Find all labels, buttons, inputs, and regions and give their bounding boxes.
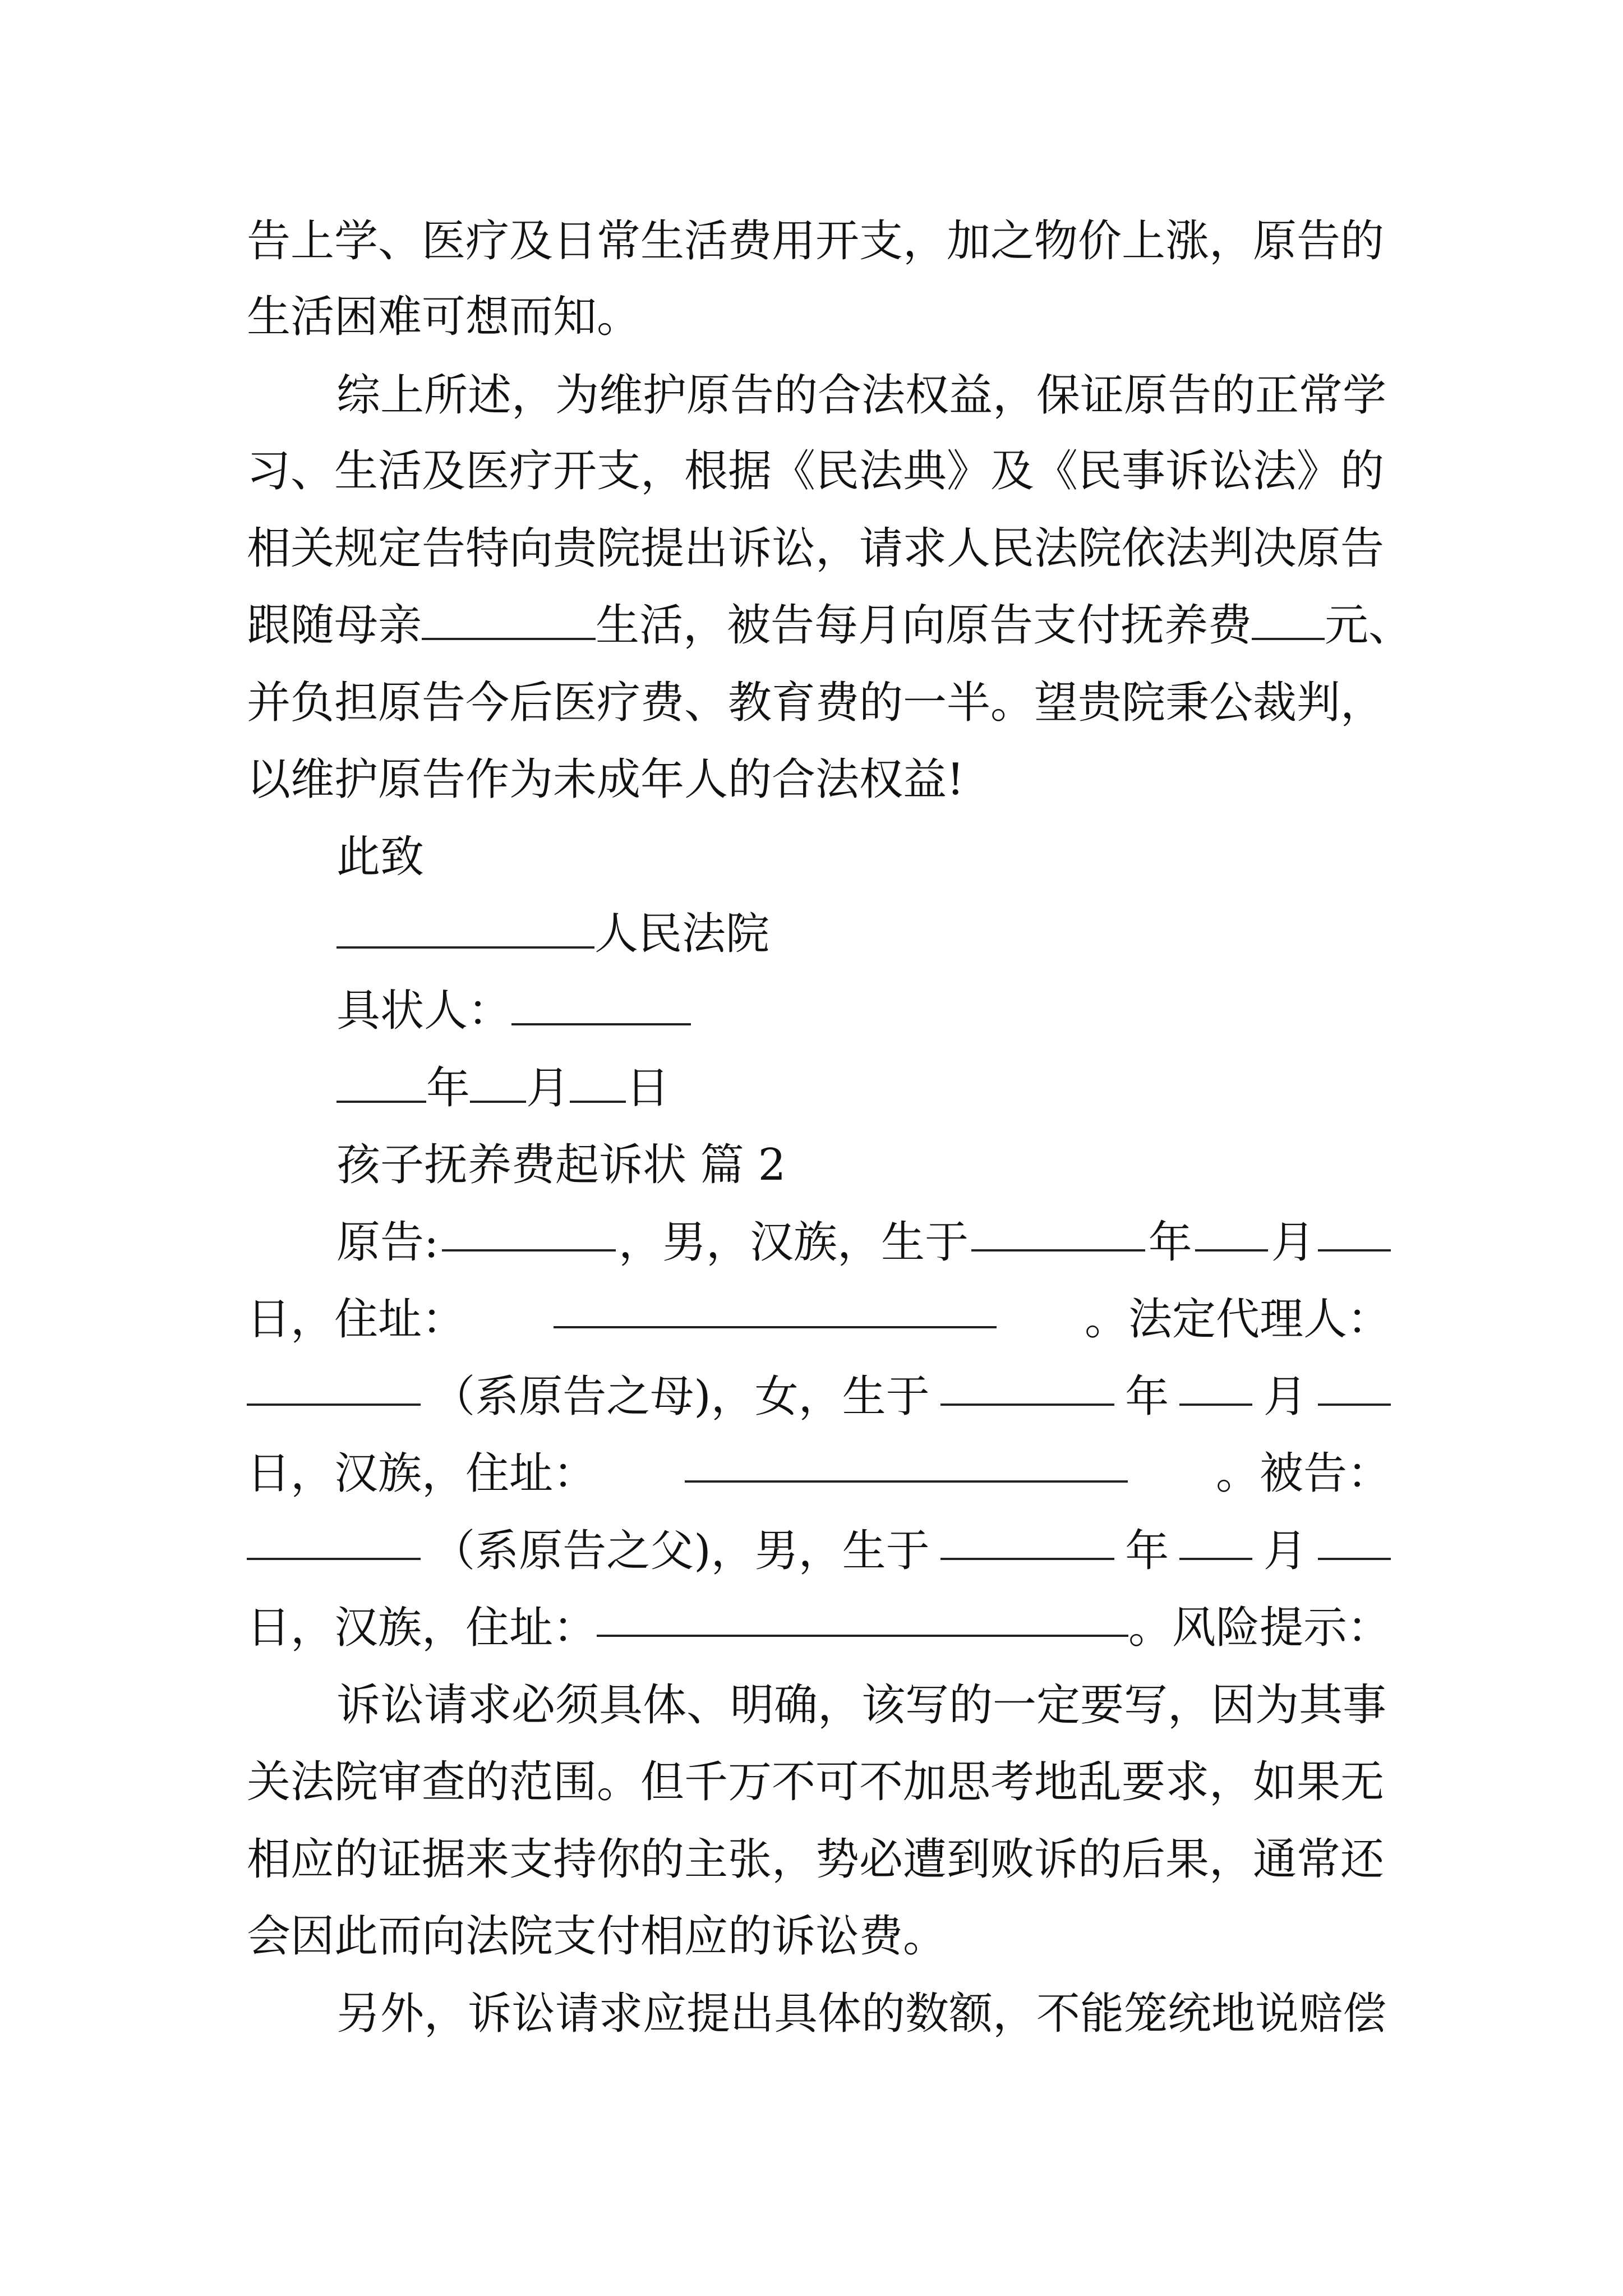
paragraph-line: 告上学、医疗及日常生活费用开支，加之物价上涨，原告的 bbox=[247, 216, 1385, 266]
fill-blank bbox=[1318, 1523, 1391, 1560]
fill-blank bbox=[470, 1066, 526, 1103]
fill-blank bbox=[1179, 1369, 1252, 1406]
paragraph-line: （系原告之母)，女，生于 年 月 bbox=[247, 1369, 1391, 1425]
fill-blank bbox=[597, 1600, 1128, 1637]
fill-blank bbox=[442, 1214, 616, 1251]
paragraph-line: 原告: ，男，汉族，生于 年 月 bbox=[336, 1214, 1391, 1271]
paragraph-line: 相关规定告特向贵院提出诉讼，请求人民法院依法判决原告 bbox=[247, 523, 1385, 574]
fill-blank bbox=[940, 1523, 1114, 1560]
fill-blank bbox=[940, 1369, 1114, 1406]
fill-blank bbox=[554, 1291, 997, 1328]
paragraph-line: 生活困难可想而知。 bbox=[247, 292, 641, 342]
fill-blank bbox=[1195, 1214, 1268, 1251]
paragraph-line: 日，汉族，住址： 。风险提示： bbox=[247, 1600, 1391, 1656]
fill-blank bbox=[685, 1446, 1128, 1483]
paragraph-line: 习、生活及医疗开支，根据《民法典》及《民事诉讼法》的 bbox=[247, 446, 1385, 496]
fill-blank bbox=[422, 603, 596, 640]
fill-blank bbox=[336, 912, 594, 949]
fill-blank bbox=[1318, 1214, 1391, 1251]
court-line: 人民法院 bbox=[336, 906, 1391, 962]
fill-blank bbox=[1318, 1369, 1391, 1406]
paragraph-line: 会因此而向法院支付相应的诉讼费。 bbox=[247, 1911, 947, 1962]
section-heading: 孩子抚养费起诉状 篇 2 bbox=[336, 1140, 786, 1190]
fill-blank bbox=[336, 1066, 426, 1103]
paragraph-line: 日，汉族，住址： 。被告： bbox=[247, 1446, 1391, 1502]
paragraph-line: 并负担原告今后医疗费、教育费的一半。望贵院秉公裁判， bbox=[247, 678, 1385, 728]
paragraph-line: 跟随母亲 生活，被告每月向原告支付抚养费 元、 bbox=[247, 600, 1413, 651]
paragraph-line: 相应的证据来支持你的主张，势必遭到败诉的后果，通常还 bbox=[247, 1834, 1385, 1885]
paragraph-line: 关法院审查的范围。但千万不可不加思考地乱要求，如果无 bbox=[247, 1757, 1385, 1807]
fill-blank bbox=[570, 1066, 626, 1103]
date-line: 年 月 日 bbox=[336, 1060, 1391, 1116]
paragraph-line: 以维护原告作为未成年人的合法权益! bbox=[247, 754, 965, 805]
paragraph-line: （系原告之父)，男，生于 年 月 bbox=[247, 1523, 1391, 1579]
fill-blank bbox=[511, 988, 691, 1025]
fill-blank bbox=[971, 1214, 1145, 1251]
fill-blank bbox=[1252, 603, 1325, 640]
signer-line: 具状人： bbox=[336, 983, 1391, 1039]
fill-blank bbox=[1179, 1523, 1252, 1560]
salutation: 此致 bbox=[336, 832, 425, 882]
fill-blank bbox=[247, 1523, 421, 1560]
paragraph-line: 另外，诉讼请求应提出具体的数额，不能笼统地说赔偿 bbox=[336, 1989, 1387, 2039]
paragraph-line: 诉讼请求必须具体、明确，该写的一定要写，因为其事 bbox=[336, 1680, 1387, 1731]
paragraph-line: 日，住址： 。法定代理人： bbox=[247, 1291, 1391, 1347]
paragraph-line: 综上所述，为维护原告的合法权益，保证原告的正常学 bbox=[336, 370, 1387, 421]
fill-blank bbox=[247, 1369, 421, 1406]
